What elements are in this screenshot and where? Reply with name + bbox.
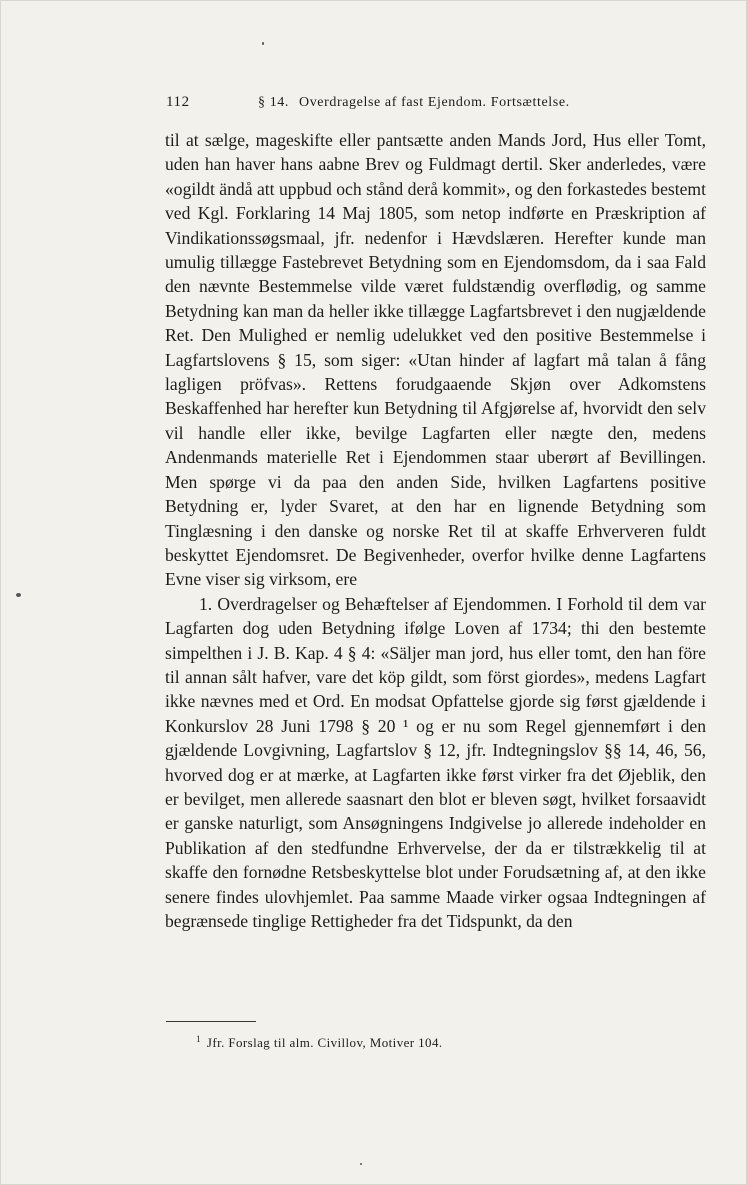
footnote [196, 1034, 676, 1051]
paragraph-1: til at sælge, mageskifte eller pantsætte anden Mands Jord, Hus eller Tomt, uden han haver hans aabne Brev og Fuldmagt dertil. Sker anderledes, være «ogildt ändå att uppbud och stånd derå kommit», og den forkastedes bestemt ved Kgl. Forklaring 14 Maj 1805, som netop indførte en Præskription af Vindikationssøgsmaal, jfr. nedenfor i Hævdslæren. Herefter kunde man umulig tillægge Fastebrevet Betydning som en Ejendomsdom, da i saa Fald den nævnte Bestemmelse vilde været fuldstændig overflødig, og samme Betydning kan man da heller ikke tillægge Lagfartsbrevet i den nugjældende Ret. Den Mulighed er nemlig udelukket ved den positive Bestemmelse i Lagfartslovens § 15, som siger: «Utan hinder af lagfart må talan å fång lagligen pröfvas». Rettens forudgaaende Skjøn over Adkomstens Beskaffenhed har herefter kun Betydning til Afgjørelse af, hvorvidt den selv vil handle eller ikke, bevilge Lagfarten eller nægte den, medens Andenmands materielle Ret i Ejendommen staar uberørt af Bevillingen. Men spørge vi da paa den anden Side, hvilken Lagfartens positive Betydning er, lyder Svaret, at den har en lignende Betydning som Tinglæsning i den danske og norske Ret til at skaffe Erhververen fuldt beskyttet Ejendomsret. De Begivenheder, overfor hvilke denne Lagfartens Evne viser sig virksom, ere [165, 130, 706, 590]
body-text [165, 128, 706, 933]
scan-speck [262, 42, 264, 45]
section-number: § 14. [258, 95, 289, 110]
footnote-rule [166, 1021, 256, 1022]
footnote-mark: 1 [196, 1034, 201, 1044]
running-header [166, 94, 706, 111]
footnote-text: Jfr. Forslag til alm. Civillov, Motiver 104. [206, 1035, 443, 1050]
paragraph-2: 1. Overdragelser og Behæftelser af Ejendommen. I Forhold til dem var Lagfarten dog uden Betydning ifølge Loven af 1734; thi den bestemte simpelthen i J. B. Kap. 4 § 4: «Säljer man jord, hus eller tomt, den han före til annan sålt hafver, vare det köp gildt, som först giordes», medens Lagfart ikke nævnes med et Ord. En modsat Opfattelse gjorde sig først gjældende i Konkurslov 28 Juni 1798 § 20 ¹ og er nu som Regel gjennemført i den gjældende Lovgivning, Lagfartslov § 12, jfr. Indtegningslov §§ 14, 46, 56, hvorved dog er at mærke, at Lagfarten ikke først virker fra det Øjeblik, den er bevilget, men allerede saasnart den blot er bleven søgt, hvilket forsaavidt er ganske naturligt, som Ansøgningens Indgivelse jo allerede indeholder en Publikation af den stedfundne Erhvervelse, der da er tilstrækkelig til at skaffe den fornødne Retsbeskyttelse blot under Forudsætning af, at den ikke senere findes ulovhjemlet. Paa samme Maade virker ogsaa Indtegningen af begrænsede tinglige Rettigheder fra det Tidspunkt, da den [165, 593, 706, 931]
scan-speck [360, 1163, 362, 1165]
running-title: Overdragelse af fast Ejendom. Fortsættelse. [299, 95, 570, 110]
scan-speck [16, 593, 21, 597]
page-number: 112 [166, 94, 190, 110]
